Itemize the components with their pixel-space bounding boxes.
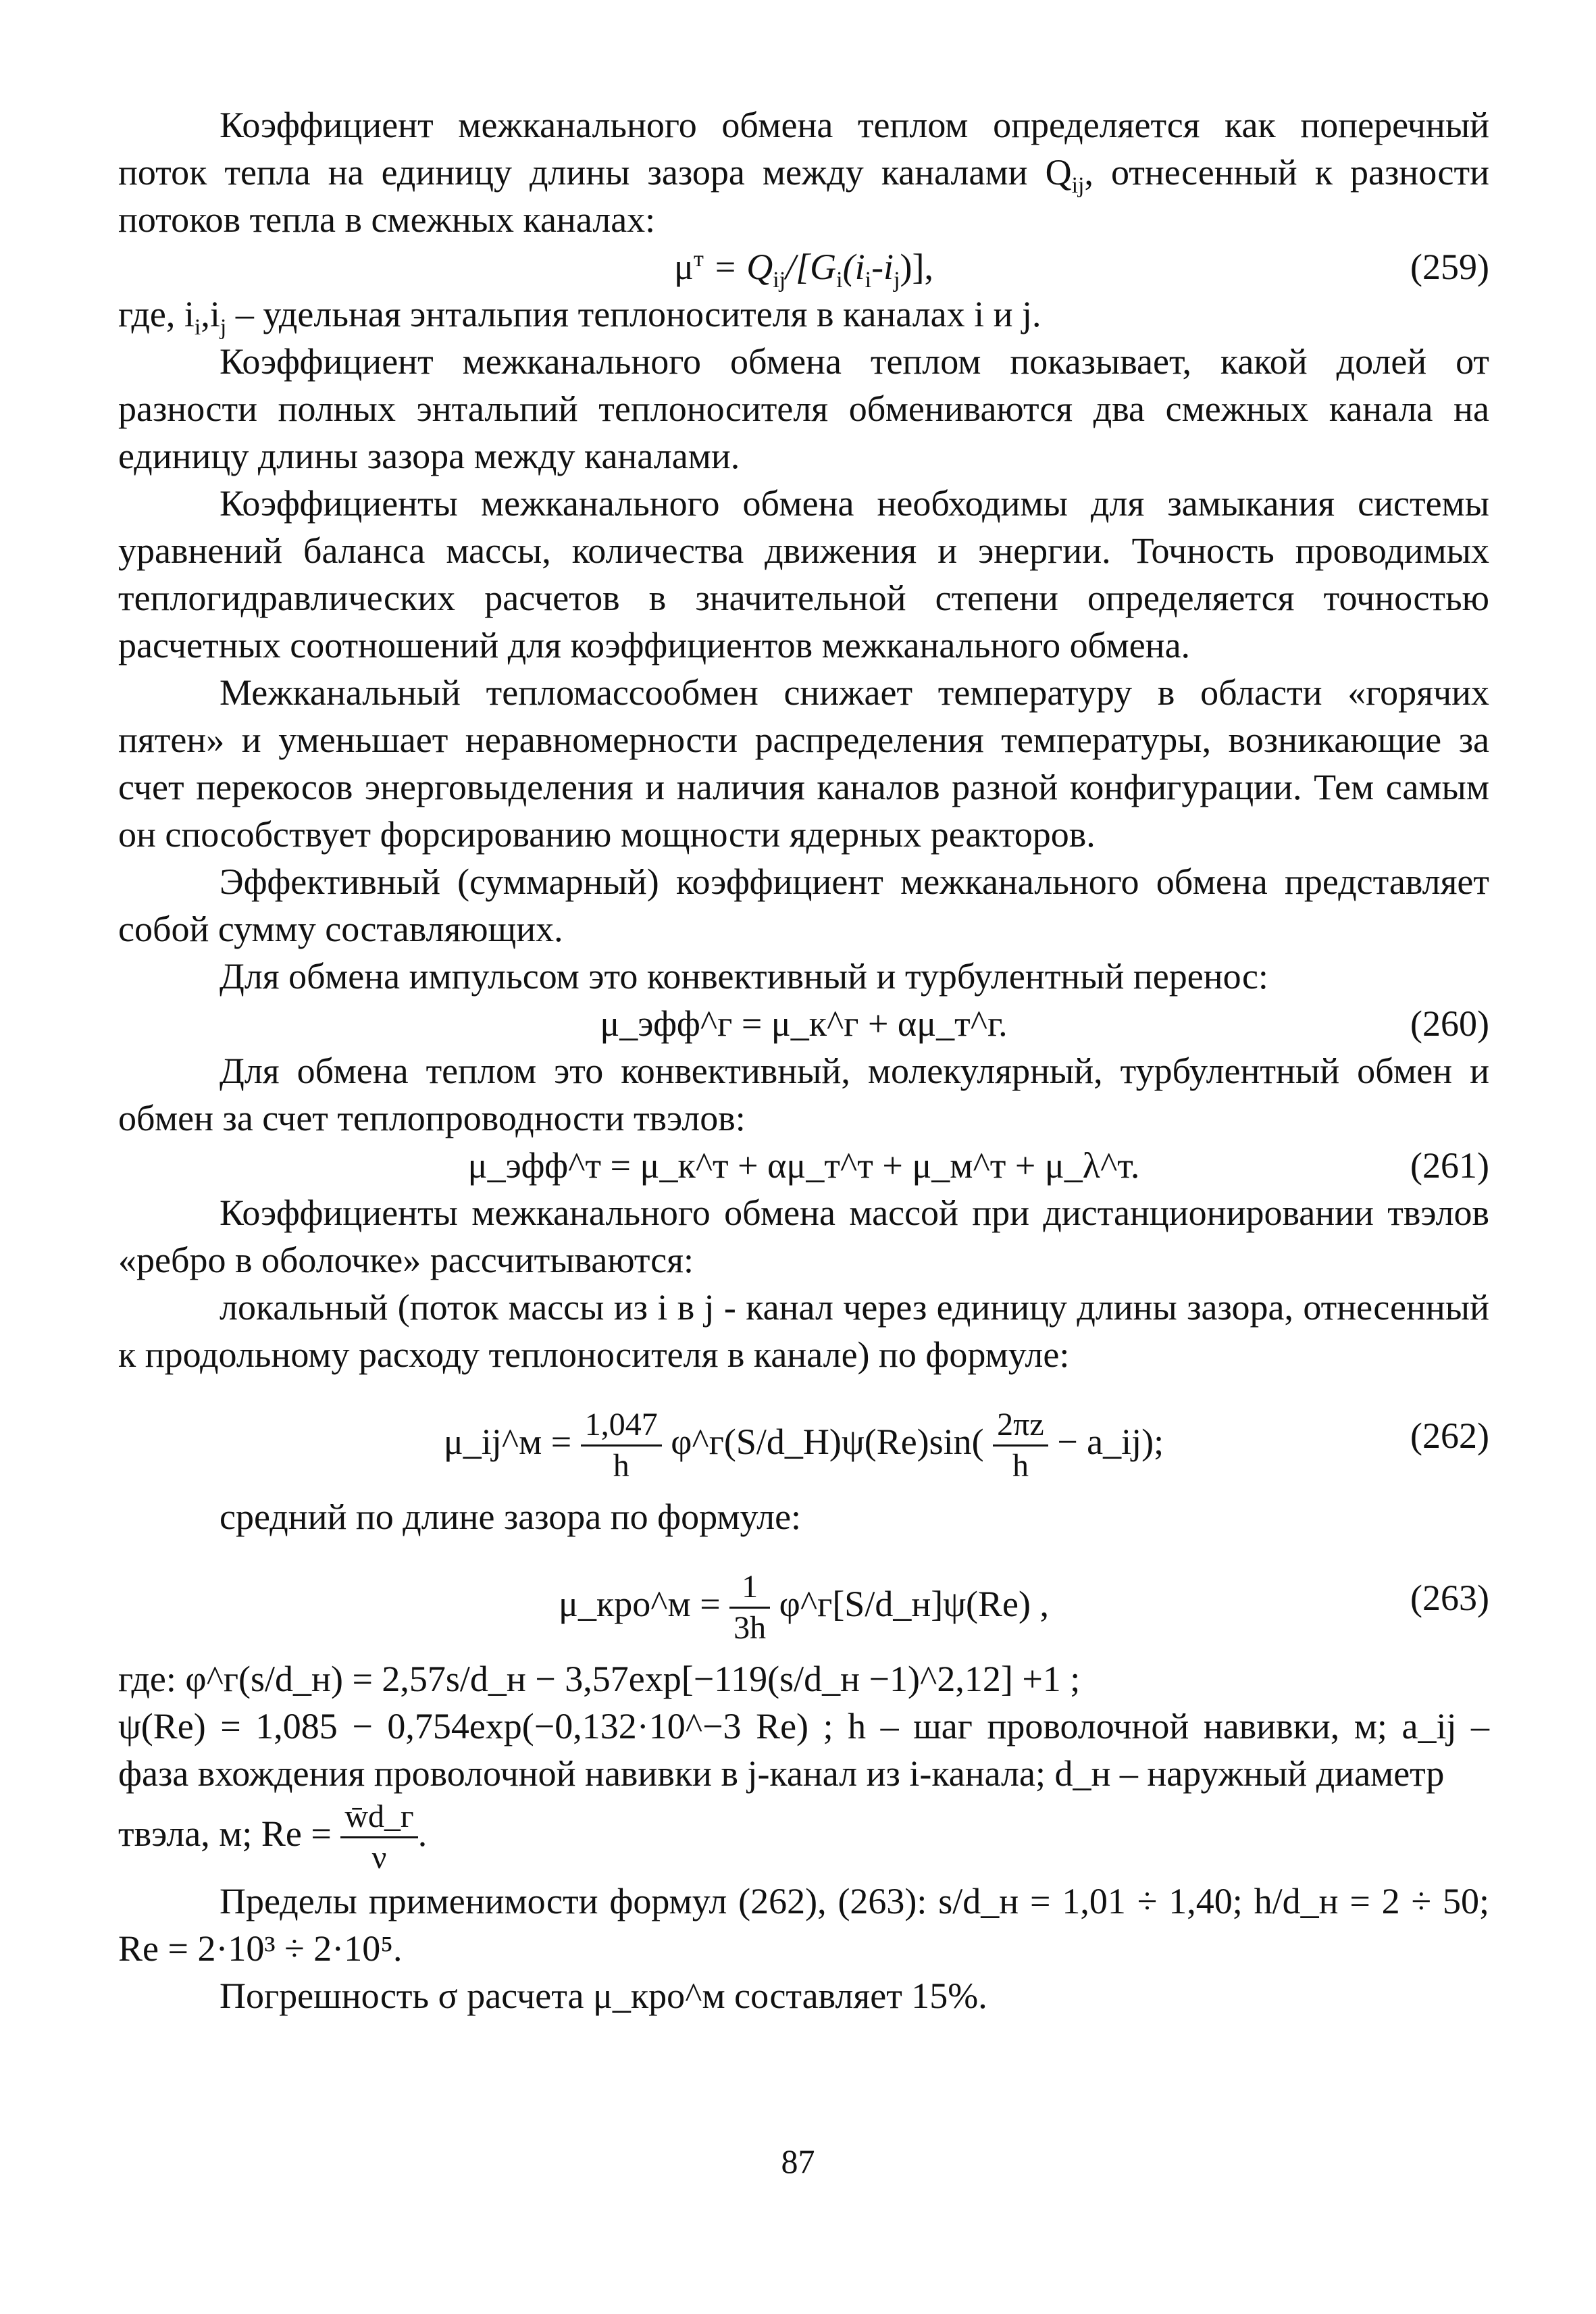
page-number: 87 — [781, 2142, 815, 2180]
paragraph-15: Пределы применимости формул (262), (263): s/d_н = 1,01 ÷ 1,40; h/d_н = 2 ÷ 50; Re = 2·10³ ÷ 2·10⁵. — [118, 1881, 1489, 1969]
equation-260: μ_эфф^г = μ_к^г + αμ_т^г. (260) — [118, 1000, 1489, 1047]
equation-number: (261) — [1410, 1145, 1489, 1186]
paragraph-7: Для обмена импульсом это конвективный и турбулентный перенос: — [220, 956, 1268, 997]
paragraph-8: Для обмена теплом это конвективный, молекулярный, турбулентный обмен и обмен за счет теплопроводности твэлов: — [118, 1051, 1489, 1138]
equation-262: μ_ij^м = $\frac{1,047}{h}$ φ^г(S/d_H)ψ(Re)sin( $\frac{2\pi z}{h}$ − a_ij); (262) — [118, 1378, 1489, 1493]
paragraph-9: Коэффициенты межканального обмена массой при дистанционировании твэлов «ребро в оболочке» рассчитываются: — [118, 1192, 1489, 1280]
paragraph-5: Межканальный тепломассообмен снижает температуру в области «горячих пятен» и уменьшает неравномерности распределения температуры, возникающие за счет перекосов энерговыделения и наличия каналов разной конфигурации. Тем самым он способствует форсированию мощности ядерных реакторов. — [118, 672, 1489, 855]
equation-263: μ_кро^м = $\frac{1}{3h}$ φ^г[S/d_н]ψ(Re) , (263) — [118, 1540, 1489, 1655]
fraction: $\frac{1,047}{h}$ — [581, 1405, 662, 1486]
paragraph-12: где: φ^г(s/d_н) = 2,57s/d_н − 3,57exp[−119(s/d_н −1)^2,12] +1 ; — [118, 1659, 1081, 1699]
paragraph-11: средний по длине зазора по формуле: — [220, 1496, 802, 1537]
paragraph-1: Коэффициент межканального обмена теплом определяется как поперечный поток тепла на единицу длины зазора между каналами $Q_{ij}$, отнесенный к разности потоков тепла в смежных каналах: — [118, 105, 1489, 240]
page-body — [118, 101, 1489, 2019]
fraction: $\frac{1}{3h}$ — [729, 1567, 770, 1648]
equation-number: (260) — [1410, 1003, 1489, 1044]
fraction: $\frac{2\pi z}{h}$ — [993, 1405, 1048, 1486]
paragraph-4: Коэффициенты межканального обмена необходимы для замыкания системы уравнений баланса массы, количества движения и энергии. Точность проводимых теплогидравлических расчетов в значительной степени определяется точностью расчетных соотношений для коэффициентов межканального обмена. — [118, 483, 1489, 665]
equation-number: (262) — [1410, 1415, 1489, 1456]
equation-number: (263) — [1410, 1578, 1489, 1618]
fraction: $\frac{w̄d\_г}{\nu}$ — [340, 1797, 417, 1878]
paragraph-2: где, $i_i,i_j$ – удельная энтальпия теплоносителя в каналах i и j. — [118, 294, 1041, 340]
equation-259: $\mu^т = Q_{ij}/[G_i(i_i-i_j)]$, (259) — [118, 243, 1489, 291]
paragraph-3: Коэффициент межканального обмена теплом показывает, какой долей от разности полных энтальпий теплоносителя обмениваются два смежных канала на единицу длины зазора между каналами. — [118, 341, 1489, 476]
equation-number: (259) — [1410, 247, 1489, 287]
paragraph-13: ψ(Re) = 1,085 − 0,754exp(−0,132·10^−3 Re) ; h – шаг проволочной навивки, м; a_ij – фаза вхождения проволочной навивки в j-канал из i-канала; d_н – наружный диаметр — [118, 1706, 1489, 1794]
paragraph-16: Погрешность σ расчета μ_кро^м составляет 15%. — [220, 1976, 987, 2016]
paragraph-10: локальный (поток массы из i в j - канал через единицу длины зазора, отнесенный к продольному расходу теплоносителя в канале) по формуле: — [118, 1287, 1489, 1375]
equation-261: μ_эфф^т = μ_к^т + αμ_т^т + μ_м^т + μ_λ^т. (261) — [118, 1142, 1489, 1189]
paragraph-14: твэла, м; Re = $\frac{w̄d\_г}{\nu}$ . — [118, 1797, 1489, 1878]
paragraph-6: Эффективный (суммарный) коэффициент межканального обмена представляет собой сумму составляющих. — [118, 861, 1489, 949]
